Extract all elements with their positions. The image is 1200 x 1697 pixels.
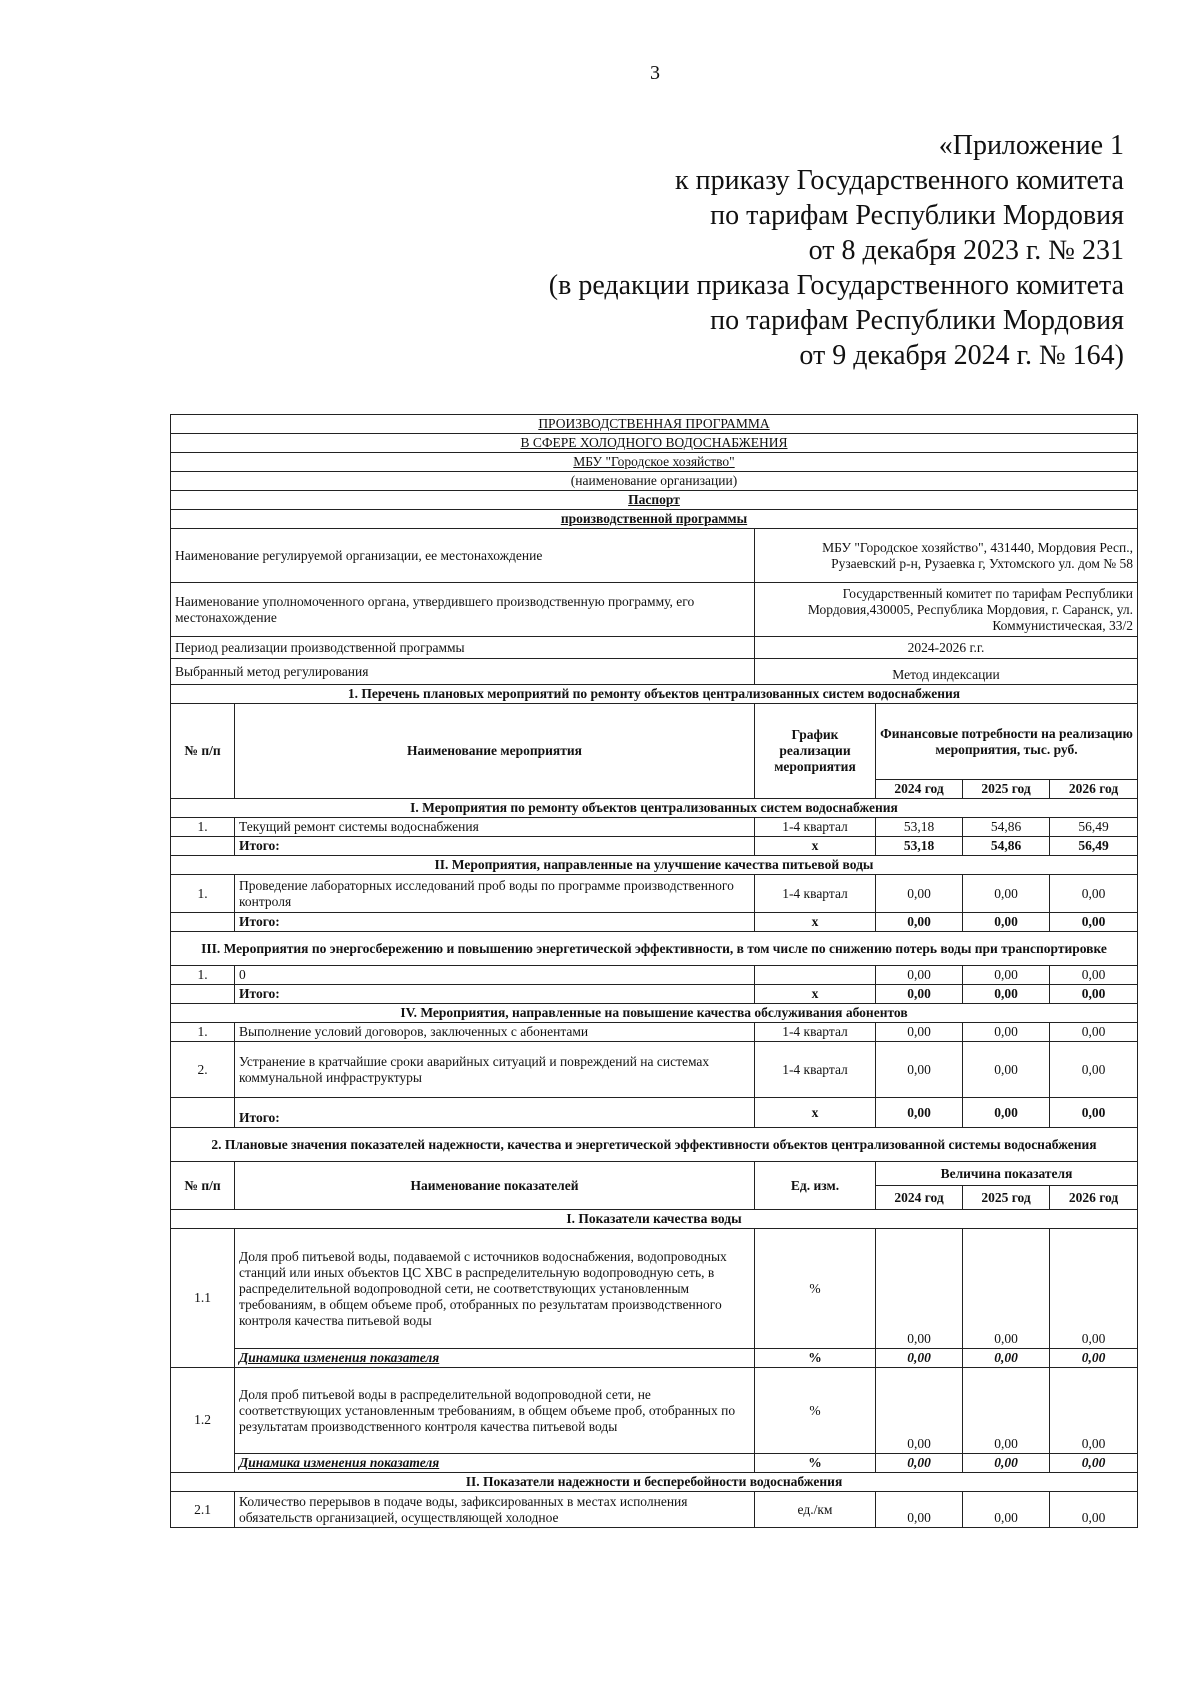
column-header-finance: Финансовые потребности на реализацию мероприятия, тыс. руб.	[876, 704, 1138, 780]
row-schedule: 1-4 квартал	[755, 875, 876, 913]
passport-value: Государственный комитет по тарифам Республики Мордовия,430005, Республика Мордовия, г. Саранск, ул. Коммунистическая, 33/2	[755, 583, 1138, 637]
indicator-name: Доля проб питьевой воды, подаваемой с источников водоснабжения, водопроводных станций или иных объектов ЦС ХВС в распределительную водопроводную сеть, в распределительной водопроводной сети, не соответствующих установленным требованиям, в общем объеме проб, отобранных по результатам производственного контроля качества питьевой воды	[235, 1229, 755, 1349]
total-row	[171, 837, 1138, 856]
indicator-value: 0,00	[1050, 1368, 1138, 1454]
total-value: 0,00	[963, 913, 1050, 932]
indicator-value: 0,00	[876, 1368, 963, 1454]
total-value: 0,00	[963, 1098, 1050, 1128]
column-header-number: № п/п	[171, 704, 235, 799]
dynamics-value: 0,00	[963, 1454, 1050, 1473]
header-line: по тарифам Республики Мордовия	[710, 305, 1124, 336]
passport-value: МБУ "Городское хозяйство", 431440, Мордовия Респ., Рузаевский р-н, Рузаевка г, Ухтомского ул. дом № 58	[755, 529, 1138, 583]
dynamics-value: 0,00	[963, 1349, 1050, 1368]
row-name: Выполнение условий договоров, заключенных с абонентами	[235, 1023, 755, 1042]
row-schedule	[755, 966, 876, 985]
indicator-value: 0,00	[1050, 1229, 1138, 1349]
table-row	[171, 966, 1138, 985]
section-title: 1. Перечень плановых мероприятий по ремонту объектов централизованных систем водоснабжения	[171, 685, 1138, 704]
dynamics-unit: %	[755, 1454, 876, 1473]
group-title: I. Мероприятия по ремонту объектов централизованных систем водоснабжения	[171, 799, 1138, 818]
row-number: 2.	[171, 1042, 235, 1098]
header-line: к приказу Государственного комитета	[675, 165, 1124, 196]
row-value: 0,00	[876, 875, 963, 913]
row-name: Текущий ремонт системы водоснабжения	[235, 818, 755, 837]
organization-name: МБУ "Городское хозяйство"	[171, 453, 1138, 472]
dynamics-value: 0,00	[1050, 1454, 1138, 1473]
dynamics-row	[171, 1349, 1138, 1368]
total-schedule: х	[755, 837, 876, 856]
table-row	[171, 818, 1138, 837]
total-row	[171, 1098, 1138, 1128]
total-value: 0,00	[876, 985, 963, 1004]
header-line: «Приложение 1	[938, 130, 1124, 161]
total-label: Итого:	[235, 985, 755, 1004]
row-value: 0,00	[963, 1042, 1050, 1098]
row-number: 1.	[171, 875, 235, 913]
total-value: 54,86	[963, 837, 1050, 856]
row-number: 2.1	[171, 1492, 235, 1528]
column-header-indicator: Наименование показателей	[235, 1162, 755, 1210]
total-label: Итого:	[235, 1098, 755, 1128]
dynamics-value: 0,00	[876, 1454, 963, 1473]
row-name: 0	[235, 966, 755, 985]
total-schedule: х	[755, 1098, 876, 1128]
passport-title: Паспорт	[171, 491, 1138, 510]
total-value: 0,00	[963, 985, 1050, 1004]
passport-label: Наименование регулируемой организации, ее местонахождение	[171, 529, 755, 583]
total-label: Итого:	[235, 837, 755, 856]
indicator-value: 0,00	[963, 1368, 1050, 1454]
row-name: Проведение лабораторных исследований проб воды по программе производственного контроля	[235, 875, 755, 913]
column-header-number: № п/п	[171, 1162, 235, 1210]
indicator-row	[171, 1368, 1138, 1454]
appendix-header	[404, 128, 1124, 373]
dynamics-value: 0,00	[876, 1349, 963, 1368]
row-value: 54,86	[963, 818, 1050, 837]
program-subtitle: В СФЕРЕ ХОЛОДНОГО ВОДОСНАБЖЕНИЯ	[171, 434, 1138, 453]
row-value: 0,00	[963, 1023, 1050, 1042]
dynamics-row	[171, 1454, 1138, 1473]
column-header-year: 2025 год	[963, 1186, 1050, 1210]
passport-label: Выбранный метод регулирования	[171, 659, 755, 685]
total-value: 0,00	[1050, 985, 1138, 1004]
row-value: 0,00	[876, 1042, 963, 1098]
passport-label: Период реализации производственной программы	[171, 637, 755, 659]
dynamics-value: 0,00	[1050, 1349, 1138, 1368]
indicator-value: 0,00	[1050, 1492, 1138, 1528]
total-value: 0,00	[876, 1098, 963, 1128]
row-name: Устранение в кратчайшие сроки аварийных ситуаций и повреждений на системах коммунальной инфраструктуры	[235, 1042, 755, 1098]
group-title: II. Мероприятия, направленные на улучшение качества питьевой воды	[171, 856, 1138, 875]
group-title: IV. Мероприятия, направленные на повышение качества обслуживания абонентов	[171, 1004, 1138, 1023]
row-number: 1.1	[171, 1229, 235, 1368]
column-header-name: Наименование мероприятия	[235, 704, 755, 799]
passport-subtitle: производственной программы	[171, 510, 1138, 529]
row-value: 0,00	[963, 875, 1050, 913]
row-value: 0,00	[876, 1023, 963, 1042]
column-header-schedule: График реализации мероприятия	[755, 704, 876, 799]
passport-value: Метод индексации	[755, 659, 1138, 685]
group-title: II. Показатели надежности и бесперебойности водоснабжения	[171, 1473, 1138, 1492]
passport-value: 2024-2026 г.г.	[755, 637, 1138, 659]
dynamics-label: Динамика изменения показателя	[235, 1349, 755, 1368]
indicator-value: 0,00	[876, 1229, 963, 1349]
indicator-value: 0,00	[876, 1492, 963, 1528]
total-value: 56,49	[1050, 837, 1138, 856]
total-value: 0,00	[1050, 1098, 1138, 1128]
row-value: 0,00	[963, 966, 1050, 985]
row-number: 1.	[171, 818, 235, 837]
page-number: 3	[650, 62, 660, 84]
passport-label: Наименование уполномоченного органа, утвердившего производственную программу, его местонахождение	[171, 583, 755, 637]
column-header-year: 2025 год	[963, 780, 1050, 799]
column-header-unit: Ед. изм.	[755, 1162, 876, 1210]
table-row	[171, 875, 1138, 913]
row-value: 0,00	[1050, 1023, 1138, 1042]
indicator-unit: ед./км	[755, 1492, 876, 1528]
row-schedule: 1-4 квартал	[755, 1023, 876, 1042]
header-line: от 8 декабря 2023 г. № 231	[808, 235, 1124, 266]
organization-caption: (наименование организации)	[171, 472, 1138, 491]
total-label: Итого:	[235, 913, 755, 932]
table-row	[171, 1042, 1138, 1098]
row-value: 0,00	[1050, 875, 1138, 913]
row-value: 0,00	[1050, 966, 1138, 985]
row-number: 1.2	[171, 1368, 235, 1473]
dynamics-unit: %	[755, 1349, 876, 1368]
indicator-unit: %	[755, 1368, 876, 1454]
table-row	[171, 1023, 1138, 1042]
row-number: 1.	[171, 1023, 235, 1042]
row-schedule: 1-4 квартал	[755, 1042, 876, 1098]
indicator-name: Доля проб питьевой воды в распределительной водопроводной сети, не соответствующих установленным требованиям, в общем объеме проб, отобранных по результатам производственного контроля качества питьевой воды	[235, 1368, 755, 1454]
row-value: 53,18	[876, 818, 963, 837]
program-title: ПРОИЗВОДСТВЕННАЯ ПРОГРАММА	[171, 415, 1138, 434]
row-number: 1.	[171, 966, 235, 985]
total-row	[171, 913, 1138, 932]
total-value: 53,18	[876, 837, 963, 856]
header-line: от 9 декабря 2024 г. № 164)	[799, 340, 1124, 371]
indicator-value: 0,00	[963, 1492, 1050, 1528]
column-header-year: 2024 год	[876, 780, 963, 799]
total-schedule: х	[755, 985, 876, 1004]
indicator-unit: %	[755, 1229, 876, 1349]
row-value: 56,49	[1050, 818, 1138, 837]
section-title: 2. Плановые значения показателей надежности, качества и энергетической эффективности объектов централизованной системы водоснабжения	[171, 1128, 1138, 1162]
indicator-row	[171, 1229, 1138, 1349]
group-title: I. Показатели качества воды	[171, 1210, 1138, 1229]
column-header-year: 2024 год	[876, 1186, 963, 1210]
column-header-year: 2026 год	[1050, 780, 1138, 799]
indicator-name: Количество перерывов в подаче воды, зафиксированных в местах исполнения обязательств организацией, осуществляющей холодное	[235, 1492, 755, 1528]
row-schedule: 1-4 квартал	[755, 818, 876, 837]
production-program-table	[170, 414, 1138, 1528]
header-line: (в редакции приказа Государственного комитета	[548, 270, 1124, 301]
indicator-value: 0,00	[963, 1229, 1050, 1349]
total-value: 0,00	[876, 913, 963, 932]
row-value: 0,00	[1050, 1042, 1138, 1098]
dynamics-label: Динамика изменения показателя	[235, 1454, 755, 1473]
group-title: III. Мероприятия по энергосбережению и повышению энергетической эффективности, в том числе по снижению потерь воды при транспортировке	[171, 932, 1138, 966]
row-value: 0,00	[876, 966, 963, 985]
total-value: 0,00	[1050, 913, 1138, 932]
indicator-row	[171, 1492, 1138, 1528]
column-header-value: Величина показателя	[876, 1162, 1138, 1186]
total-row	[171, 985, 1138, 1004]
total-schedule: х	[755, 913, 876, 932]
header-line: по тарифам Республики Мордовия	[710, 200, 1124, 231]
column-header-year: 2026 год	[1050, 1186, 1138, 1210]
